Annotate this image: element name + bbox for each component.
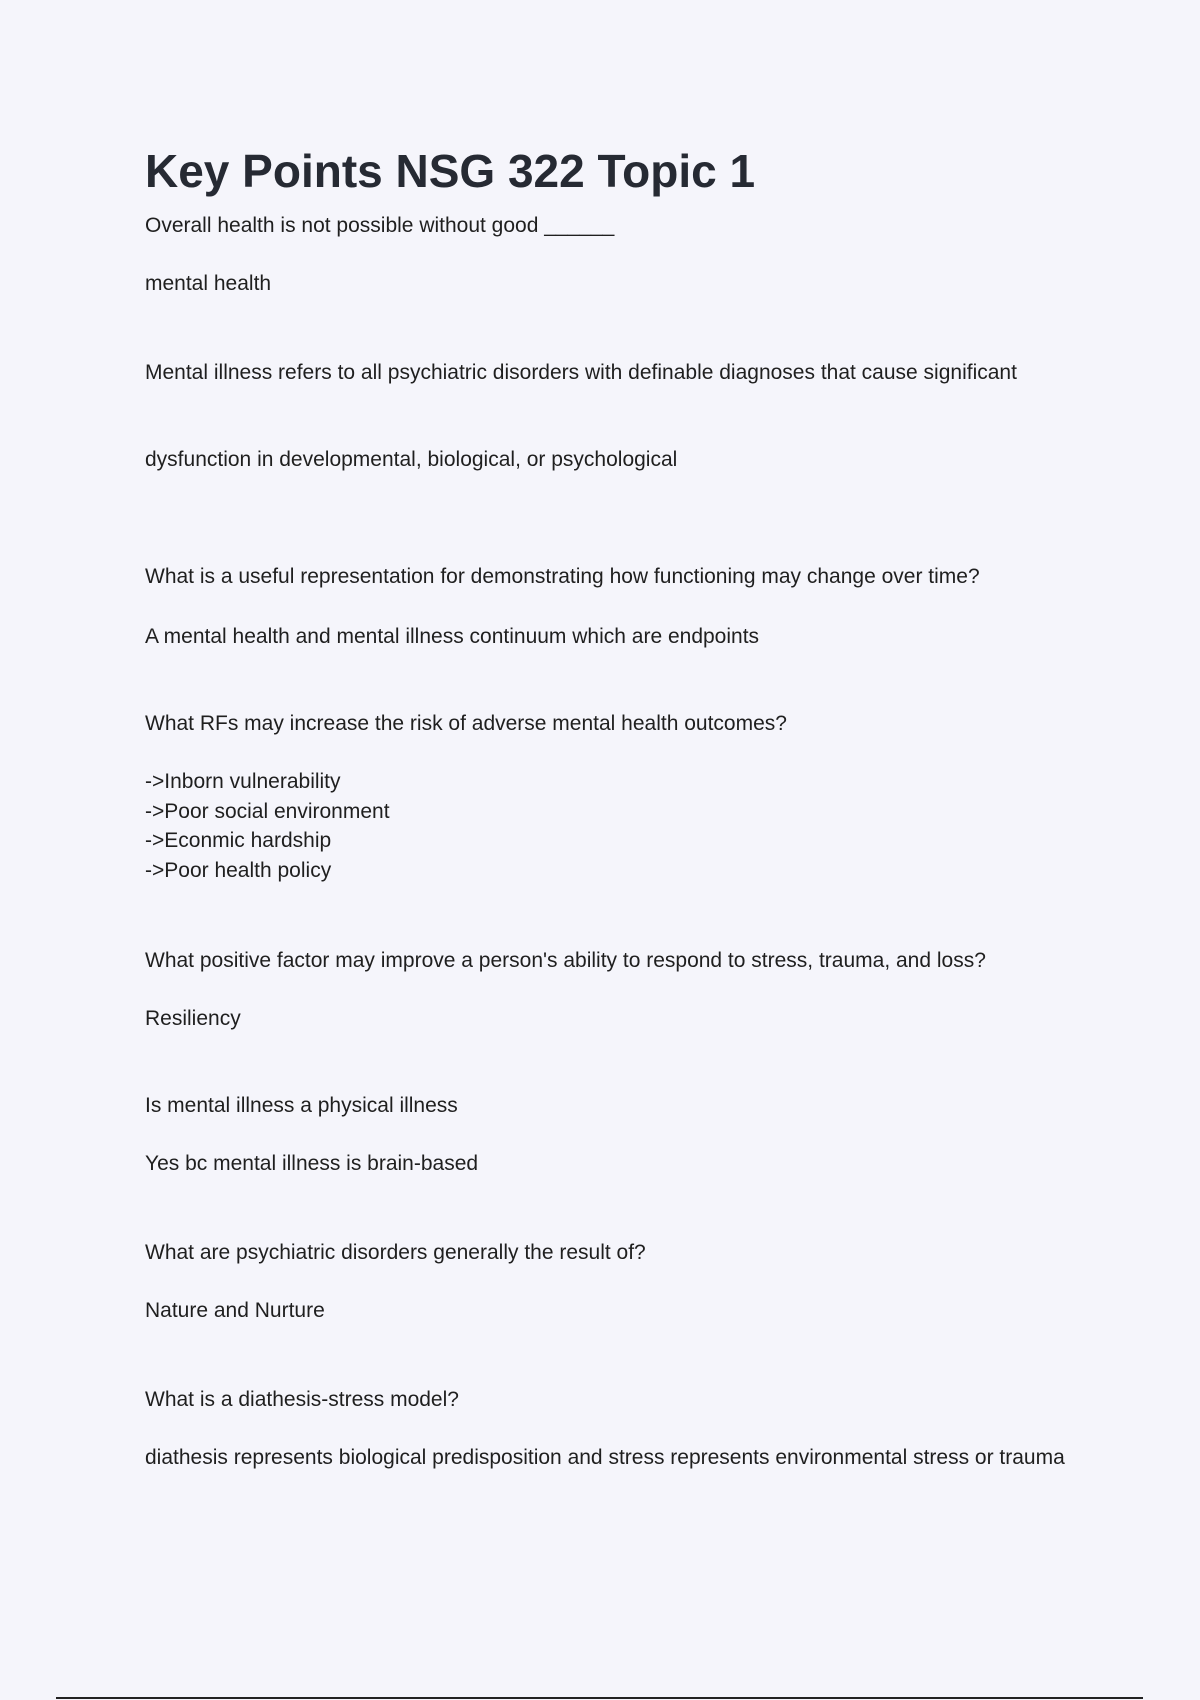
answer-text: Nature and Nurture (145, 1299, 325, 1322)
question-text: Overall health is not possible without good ______ (145, 214, 615, 237)
answer-text: dysfunction in developmental, biological, or psychological (145, 448, 678, 471)
question-text: Mental illness refers to all psychiatric disorders with definable diagnoses that cause significant (145, 361, 1017, 384)
answer-text: Yes bc mental illness is brain-based (145, 1152, 479, 1175)
question-text: What are psychiatric disorders generally the result of? (145, 1241, 646, 1264)
question-text: What positive factor may improve a person's ability to respond to stress, trauma, and loss? (145, 949, 986, 972)
list-item: ->Poor health policy (145, 859, 332, 882)
bottom-divider (56, 1697, 1143, 1699)
page-title: Key Points NSG 322 Topic 1 (145, 145, 756, 197)
list-item: ->Econmic hardship (145, 829, 332, 852)
answer-text: Resiliency (145, 1007, 241, 1030)
question-text: What is a diathesis-stress model? (145, 1388, 459, 1411)
question-text: What is a useful representation for demonstrating how functioning may change over time? (145, 565, 980, 588)
question-text: What RFs may increase the risk of adverse mental health outcomes? (145, 712, 787, 735)
answer-text: diathesis represents biological predisposition and stress represents environmental stress or trauma (145, 1446, 1065, 1469)
question-text: Is mental illness a physical illness (145, 1094, 458, 1117)
list-item: ->Inborn vulnerability (145, 770, 341, 793)
answer-text: mental health (145, 272, 272, 295)
list-item: ->Poor social environment (145, 800, 390, 823)
answer-text: A mental health and mental illness continuum which are endpoints (145, 625, 760, 648)
